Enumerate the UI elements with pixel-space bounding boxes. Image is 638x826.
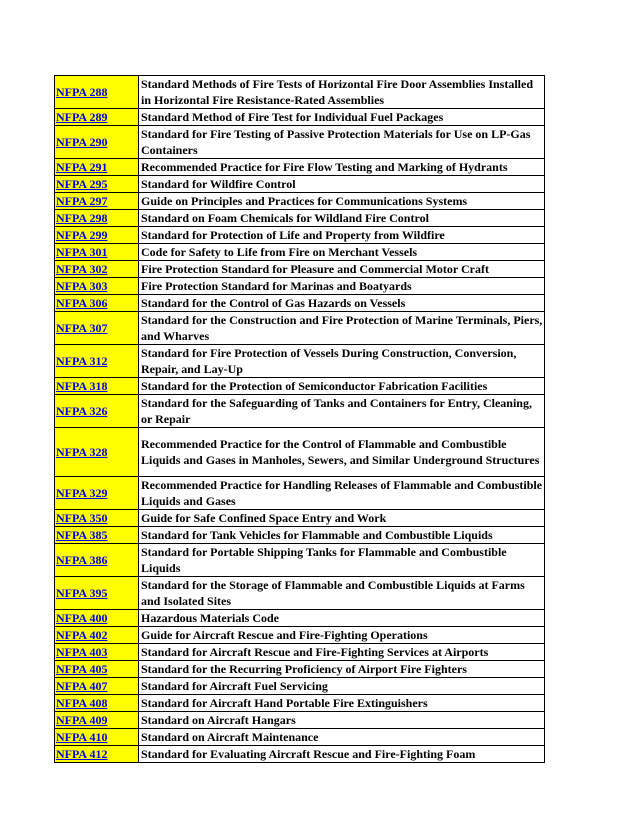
standard-code-link[interactable]: NFPA 400 <box>55 610 139 627</box>
standard-code-link[interactable]: NFPA 403 <box>55 644 139 661</box>
standard-row <box>55 644 545 661</box>
nfpa-standards-table-body <box>55 76 545 763</box>
standard-row <box>55 378 545 395</box>
standard-title: Standard for Aircraft Fuel Servicing <box>139 678 545 695</box>
standard-title: Guide on Principles and Practices for Communications Systems <box>139 193 545 210</box>
standard-row <box>55 109 545 126</box>
standard-title: Standard for Fire Protection of Vessels During Construction, Conversion, Repair, and Lay-Up <box>139 345 545 378</box>
standard-title: Fire Protection Standard for Marinas and Boatyards <box>139 278 545 295</box>
standard-code-link[interactable]: NFPA 301 <box>55 244 139 261</box>
standard-row <box>55 76 545 109</box>
standard-code-link[interactable]: NFPA 289 <box>55 109 139 126</box>
standard-code-link[interactable]: NFPA 410 <box>55 729 139 746</box>
nfpa-standards-table <box>54 75 545 763</box>
standard-title: Recommended Practice for Fire Flow Testing and Marking of Hydrants <box>139 159 545 176</box>
standard-title: Standard for Aircraft Hand Portable Fire Extinguishers <box>139 695 545 712</box>
standard-code-link[interactable]: NFPA 328 <box>55 428 139 477</box>
standard-title: Standard Method of Fire Test for Individual Fuel Packages <box>139 109 545 126</box>
standard-title: Standard for the Construction and Fire Protection of Marine Terminals, Piers, and Wharves <box>139 312 545 345</box>
standard-title: Fire Protection Standard for Pleasure and Commercial Motor Craft <box>139 261 545 278</box>
standard-code-link[interactable]: NFPA 312 <box>55 345 139 378</box>
standard-row <box>55 610 545 627</box>
standard-title: Guide for Safe Confined Space Entry and Work <box>139 510 545 527</box>
standard-row <box>55 428 545 477</box>
standard-row <box>55 712 545 729</box>
standard-title: Hazardous Materials Code <box>139 610 545 627</box>
standard-code-link[interactable]: NFPA 291 <box>55 159 139 176</box>
standard-title: Recommended Practice for Handling Releases of Flammable and Combustible Liquids and Gases <box>139 477 545 510</box>
standard-row <box>55 227 545 244</box>
standard-title: Standard for the Safeguarding of Tanks and Containers for Entry, Cleaning, or Repair <box>139 395 545 428</box>
standard-title: Recommended Practice for the Control of Flammable and Combustible Liquids and Gases in Manholes, Sewers, and Similar Underground Structures <box>139 428 545 477</box>
standard-row <box>55 729 545 746</box>
standard-title: Standard for Aircraft Rescue and Fire-Fighting Services at Airports <box>139 644 545 661</box>
standard-title: Standard on Aircraft Maintenance <box>139 729 545 746</box>
standard-title: Standard for Evaluating Aircraft Rescue and Fire-Fighting Foam <box>139 746 545 763</box>
standard-row <box>55 678 545 695</box>
standard-code-link[interactable]: NFPA 290 <box>55 126 139 159</box>
standard-code-link[interactable]: NFPA 306 <box>55 295 139 312</box>
standard-title: Standard for Portable Shipping Tanks for Flammable and Combustible Liquids <box>139 544 545 577</box>
standard-code-link[interactable]: NFPA 318 <box>55 378 139 395</box>
standard-code-link[interactable]: NFPA 402 <box>55 627 139 644</box>
standard-title: Code for Safety to Life from Fire on Merchant Vessels <box>139 244 545 261</box>
standard-title: Standard for Wildfire Control <box>139 176 545 193</box>
standard-row <box>55 510 545 527</box>
standard-row <box>55 477 545 510</box>
standard-row <box>55 295 545 312</box>
standard-row <box>55 661 545 678</box>
standard-title: Standard on Aircraft Hangars <box>139 712 545 729</box>
standard-row <box>55 627 545 644</box>
standard-code-link[interactable]: NFPA 412 <box>55 746 139 763</box>
standard-code-link[interactable]: NFPA 405 <box>55 661 139 678</box>
standard-code-link[interactable]: NFPA 288 <box>55 76 139 109</box>
standard-code-link[interactable]: NFPA 299 <box>55 227 139 244</box>
standard-code-link[interactable]: NFPA 395 <box>55 577 139 610</box>
standard-row <box>55 527 545 544</box>
standard-code-link[interactable]: NFPA 408 <box>55 695 139 712</box>
standard-row <box>55 746 545 763</box>
standard-title: Standard for the Recurring Proficiency of Airport Fire Fighters <box>139 661 545 678</box>
standard-title: Standard for Protection of Life and Property from Wildfire <box>139 227 545 244</box>
standard-row <box>55 159 545 176</box>
standard-code-link[interactable]: NFPA 409 <box>55 712 139 729</box>
standard-code-link[interactable]: NFPA 326 <box>55 395 139 428</box>
standard-title: Standard on Foam Chemicals for Wildland Fire Control <box>139 210 545 227</box>
standard-code-link[interactable]: NFPA 329 <box>55 477 139 510</box>
standard-row <box>55 577 545 610</box>
standard-code-link[interactable]: NFPA 350 <box>55 510 139 527</box>
standard-code-link[interactable]: NFPA 302 <box>55 261 139 278</box>
standard-row <box>55 261 545 278</box>
standard-code-link[interactable]: NFPA 297 <box>55 193 139 210</box>
standard-title: Standard for Fire Testing of Passive Protection Materials for Use on LP-Gas Containers <box>139 126 545 159</box>
standard-code-link[interactable]: NFPA 307 <box>55 312 139 345</box>
standard-code-link[interactable]: NFPA 407 <box>55 678 139 695</box>
standard-code-link[interactable]: NFPA 298 <box>55 210 139 227</box>
standard-row <box>55 278 545 295</box>
standard-title: Standard for the Protection of Semiconductor Fabrication Facilities <box>139 378 545 395</box>
standard-row <box>55 126 545 159</box>
standard-row <box>55 244 545 261</box>
standard-title: Guide for Aircraft Rescue and Fire-Fighting Operations <box>139 627 545 644</box>
standard-code-link[interactable]: NFPA 386 <box>55 544 139 577</box>
standard-row <box>55 193 545 210</box>
standard-row <box>55 544 545 577</box>
standard-code-link[interactable]: NFPA 303 <box>55 278 139 295</box>
standard-code-link[interactable]: NFPA 295 <box>55 176 139 193</box>
standard-code-link[interactable]: NFPA 385 <box>55 527 139 544</box>
standard-row <box>55 312 545 345</box>
standard-row <box>55 345 545 378</box>
standard-row <box>55 210 545 227</box>
standard-title: Standard Methods of Fire Tests of Horizontal Fire Door Assemblies Installed in Horizontal Fire Resistance-Rated Assemblies <box>139 76 545 109</box>
standard-title: Standard for Tank Vehicles for Flammable and Combustible Liquids <box>139 527 545 544</box>
standard-row <box>55 176 545 193</box>
standard-row <box>55 695 545 712</box>
standard-title: Standard for the Control of Gas Hazards on Vessels <box>139 295 545 312</box>
standard-title: Standard for the Storage of Flammable and Combustible Liquids at Farms and Isolated Sites <box>139 577 545 610</box>
standard-row <box>55 395 545 428</box>
